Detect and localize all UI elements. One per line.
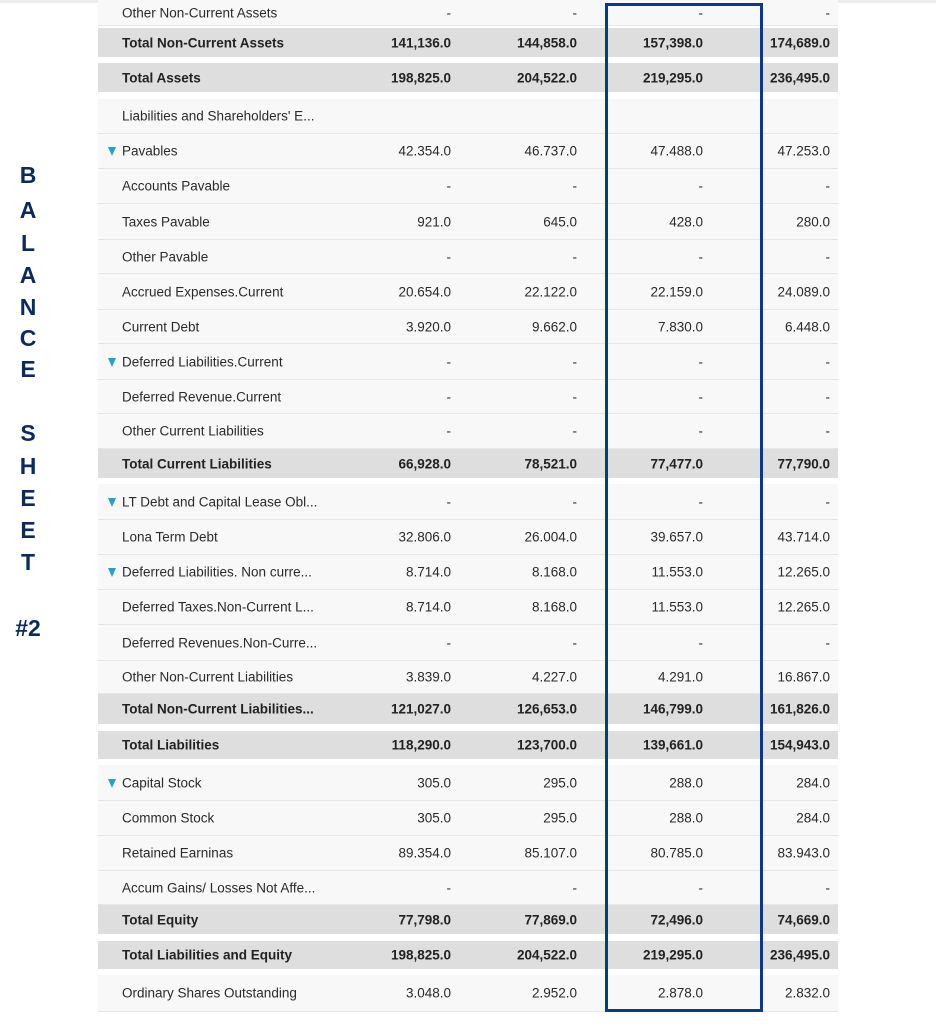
cell-value-col-1: -	[446, 635, 451, 650]
cell-value-col-2: 46.737.0	[524, 143, 577, 159]
side-title-letter: E	[20, 485, 36, 511]
row-label: Deferred Liabilities. Non curre...	[122, 564, 312, 580]
cell-value-col-2: 295.0	[543, 810, 577, 826]
table-row[interactable]	[98, 414, 838, 449]
table-row[interactable]	[98, 484, 838, 520]
cell-value-col-2: -	[572, 880, 577, 895]
cell-value-col-2: 204,522.0	[516, 70, 577, 85]
cell-value-col-4: 236,495.0	[769, 70, 830, 85]
side-title-letter: E	[20, 517, 36, 543]
cell-value-col-1: 118,290.0	[391, 737, 451, 753]
cell-value-col-3: 80.785.0	[650, 845, 703, 861]
cell-value-col-1: 66,928.0	[398, 456, 451, 471]
table-row[interactable]	[98, 975, 838, 1012]
cell-value-col-4: 16.867.0	[777, 669, 830, 685]
cell-value-col-1: 198,825.0	[390, 70, 451, 85]
row-label: Deferred Liabilities.Current	[122, 354, 283, 369]
cell-value-col-1: 305.0	[417, 810, 451, 826]
table-row[interactable]	[98, 274, 838, 310]
cell-value-col-1: -	[446, 389, 451, 404]
row-label: Other Non-Current Liabilities	[122, 669, 294, 685]
table-row[interactable]	[98, 169, 838, 204]
cell-value-col-3: 146,799.0	[642, 701, 703, 717]
cell-value-col-3: -	[698, 249, 703, 264]
row-label: Taxes Pavable	[122, 214, 210, 229]
cell-value-col-3: 219,295.0	[642, 947, 703, 963]
row-label: Total Liabilities and Equity	[122, 947, 293, 963]
cell-value-col-3: 428.0	[669, 214, 703, 229]
cell-value-col-3: 11.553.0	[651, 564, 703, 580]
cell-value-col-4: -	[825, 5, 830, 20]
table-row[interactable]	[98, 836, 838, 871]
cell-value-col-2: 78,521.0	[524, 456, 577, 471]
cell-value-col-3: 47.488.0	[650, 143, 703, 159]
row-label: Accum Gains/ Losses Not Affe...	[122, 880, 316, 895]
row-label: Total Equity	[122, 912, 199, 927]
cell-value-col-3: -	[698, 178, 703, 194]
table-row[interactable]	[98, 204, 838, 240]
cell-value-col-3: 11.553.0	[651, 599, 703, 615]
cell-value-col-3: 72,496.0	[650, 912, 703, 927]
cell-value-col-4: -	[825, 635, 830, 650]
cell-value-col-2: -	[572, 249, 577, 264]
row-label: Retained Earninas	[122, 845, 234, 861]
cell-value-col-3: 139,661.0	[642, 737, 703, 753]
cell-value-col-4: 83.943.0	[777, 845, 830, 861]
cell-value-col-4: -	[825, 494, 830, 509]
cell-value-col-3: -	[698, 389, 703, 404]
side-title-letter: C	[19, 325, 37, 351]
row-label: Total Current Liabilities	[122, 456, 272, 471]
cell-value-col-2: 9.662.0	[531, 319, 577, 334]
cell-value-col-2: -	[572, 389, 577, 404]
cell-value-col-2: -	[572, 635, 577, 650]
cell-value-col-2: 4.227.0	[531, 669, 577, 685]
row-label: Other Pavable	[122, 249, 209, 264]
cell-value-col-4: 236,495.0	[769, 947, 830, 963]
cell-value-col-4: -	[825, 354, 830, 369]
cell-value-col-1: 3.048.0	[405, 985, 451, 1001]
cell-value-col-3: 77,477.0	[650, 456, 703, 471]
total-row[interactable]	[98, 941, 838, 969]
table-row[interactable]	[98, 555, 838, 590]
cell-value-col-3: -	[698, 494, 703, 509]
total-row[interactable]	[98, 694, 838, 724]
cell-value-col-1: -	[446, 423, 451, 439]
cell-value-col-2: 295.0	[543, 775, 577, 790]
cell-value-col-1: 121,027.0	[390, 701, 451, 717]
row-label: Current Debt	[122, 319, 200, 334]
cell-value-col-4: 12.265.0	[777, 599, 830, 615]
table-row[interactable]	[98, 134, 838, 169]
expand-triangle-icon[interactable]	[108, 357, 116, 366]
row-label: Total Assets	[122, 70, 201, 85]
cell-value-col-2: 22.122.0	[524, 284, 577, 299]
total-row[interactable]	[98, 905, 838, 934]
cell-value-col-1: 42.354.0	[398, 143, 451, 159]
side-title-letter: H	[19, 453, 37, 479]
side-title-letter: N	[19, 294, 37, 320]
total-row[interactable]	[98, 63, 838, 92]
total-row[interactable]	[98, 28, 838, 57]
cell-value-col-3: 4.291.0	[657, 669, 703, 685]
table-row[interactable]	[98, 310, 838, 344]
cell-value-col-2: -	[572, 5, 577, 20]
cell-value-col-1: 32.806.0	[398, 529, 451, 545]
row-label: Deferred Revenue.Current	[122, 389, 282, 404]
table-row[interactable]	[98, 240, 838, 274]
cell-value-col-4: -	[825, 178, 830, 194]
cell-value-col-4: 154,943.0	[769, 737, 830, 753]
row-label: Ordinary Shares Outstanding	[122, 985, 297, 1001]
row-label: Liabilities and Shareholders' E...	[122, 108, 315, 124]
side-title-letter: T	[20, 549, 36, 575]
cell-value-col-4: 280.0	[796, 214, 830, 229]
cell-value-col-2: -	[572, 354, 577, 369]
cell-value-col-4: 161,826.0	[769, 701, 830, 717]
cell-value-col-2: 77,869.0	[524, 912, 577, 927]
total-row[interactable]	[98, 449, 838, 478]
cell-value-col-1: 141,136.0	[390, 35, 451, 50]
cell-value-col-4: -	[825, 389, 830, 404]
row-label: LT Debt and Capital Lease Obl...	[122, 494, 318, 509]
cell-value-col-2: 26.004.0	[524, 529, 577, 545]
row-label: Common Stock	[122, 810, 215, 826]
total-row[interactable]	[98, 731, 838, 759]
cell-value-col-3: 219,295.0	[642, 70, 703, 85]
cell-value-col-4: -	[825, 880, 830, 895]
cell-value-col-3: 22.159.0	[650, 284, 703, 299]
expand-triangle-icon[interactable]	[108, 147, 116, 156]
cell-value-col-2: -	[572, 423, 577, 439]
side-title-letter: S	[20, 420, 36, 446]
cell-value-col-4: 12.265.0	[777, 564, 830, 580]
cell-value-col-1: 8.714.0	[405, 564, 451, 580]
table-row[interactable]	[98, 801, 838, 836]
cell-value-col-3: -	[698, 423, 703, 439]
cell-value-col-2: 126,653.0	[516, 701, 577, 717]
cell-value-col-2: 8.168.0	[531, 564, 577, 580]
cell-value-col-1: -	[446, 880, 451, 895]
cell-value-col-2: 645.0	[543, 214, 577, 229]
expand-triangle-icon[interactable]	[108, 778, 116, 787]
table-row[interactable]	[98, 0, 838, 26]
cell-value-col-1: 305.0	[417, 775, 451, 790]
cell-value-col-4: -	[825, 423, 830, 439]
table-row[interactable]	[98, 380, 838, 414]
cell-value-col-2: -	[572, 178, 577, 194]
cell-value-col-3: -	[698, 635, 703, 650]
cell-value-col-1: -	[446, 354, 451, 369]
table-row[interactable]	[98, 661, 838, 694]
cell-value-col-1: 20.654.0	[398, 284, 451, 299]
cell-value-col-3: 2.878.0	[657, 985, 703, 1001]
cell-value-col-3: 288.0	[669, 775, 703, 790]
side-title-suffix: #2	[15, 615, 41, 641]
cell-value-col-3: 157,398.0	[642, 35, 703, 50]
row-label: Lona Term Debt	[122, 529, 218, 545]
cell-value-col-4: -	[825, 249, 830, 264]
table-row[interactable]	[98, 765, 838, 801]
cell-value-col-1: 3.920.0	[405, 319, 451, 334]
cell-value-col-1: -	[446, 178, 451, 194]
side-title-letter: E	[20, 356, 36, 382]
cell-value-col-2: 204,522.0	[516, 947, 577, 963]
cell-value-col-1: 8.714.0	[405, 599, 451, 615]
cell-value-col-4: 24.089.0	[777, 284, 830, 299]
cell-value-col-2: 8.168.0	[531, 599, 577, 615]
expand-triangle-icon[interactable]	[108, 497, 116, 506]
cell-value-col-1: 89.354.0	[398, 845, 451, 861]
cell-value-col-3: 39.657.0	[650, 529, 703, 545]
table-row[interactable]	[98, 99, 838, 134]
cell-value-col-4: 77,790.0	[777, 456, 830, 471]
cell-value-col-3: -	[698, 5, 703, 20]
cell-value-col-4: 43.714.0	[777, 529, 830, 545]
cell-value-col-4: 74,669.0	[777, 912, 830, 927]
table-row[interactable]	[98, 625, 838, 661]
cell-value-col-2: 144,858.0	[516, 35, 577, 50]
cell-value-col-2: -	[572, 494, 577, 509]
table-row[interactable]	[98, 520, 838, 555]
cell-value-col-4: 2.832.0	[784, 985, 830, 1001]
cell-value-col-3: 288.0	[669, 810, 703, 826]
cell-value-col-3: -	[698, 880, 703, 895]
cell-value-col-3: 7.830.0	[657, 319, 703, 334]
row-label: Total Non-Current Assets	[122, 35, 285, 50]
table-row[interactable]	[98, 344, 838, 380]
row-label: Deferred Taxes.Non-Current L...	[122, 599, 314, 615]
row-label: Accrued Expenses.Current	[122, 284, 284, 299]
row-label: Deferred Revenues.Non-Curre...	[122, 635, 318, 650]
cell-value-col-4: 284.0	[796, 810, 830, 826]
row-label: Total Non-Current Liabilities...	[122, 701, 314, 717]
row-label: Other Current Liabilities	[122, 423, 264, 439]
row-label: Other Non-Current Assets	[122, 5, 278, 20]
cell-value-col-1: -	[446, 494, 451, 509]
cell-value-col-3: -	[698, 354, 703, 369]
cell-value-col-1: -	[446, 249, 451, 264]
table-row[interactable]	[98, 590, 838, 625]
cell-value-col-1: 77,798.0	[398, 912, 451, 927]
cell-value-col-4: 174,689.0	[769, 35, 830, 50]
expand-triangle-icon[interactable]	[108, 568, 116, 577]
cell-value-col-1: 921.0	[417, 214, 451, 229]
row-label: Accounts Pavable	[122, 178, 231, 194]
cell-value-col-1: -	[446, 5, 451, 20]
row-label: Total Liabilities	[122, 737, 220, 753]
table-row[interactable]	[98, 871, 838, 905]
side-title-letter: L	[20, 230, 36, 256]
side-title-letter: A	[19, 197, 37, 223]
cell-value-col-2: 85.107.0	[524, 845, 577, 861]
cell-value-col-1: 3.839.0	[405, 669, 451, 685]
cell-value-col-2: 2.952.0	[531, 985, 577, 1001]
cell-value-col-4: 47.253.0	[777, 143, 830, 159]
side-title-letter: A	[19, 262, 37, 288]
row-label: Capital Stock	[122, 775, 202, 790]
row-label: Pavables	[122, 143, 178, 159]
side-title-letter: B	[19, 162, 37, 188]
cell-value-col-1: 198,825.0	[390, 947, 451, 963]
cell-value-col-4: 6.448.0	[784, 319, 830, 334]
cell-value-col-4: 284.0	[796, 775, 830, 790]
cell-value-col-2: 123,700.0	[516, 737, 577, 753]
